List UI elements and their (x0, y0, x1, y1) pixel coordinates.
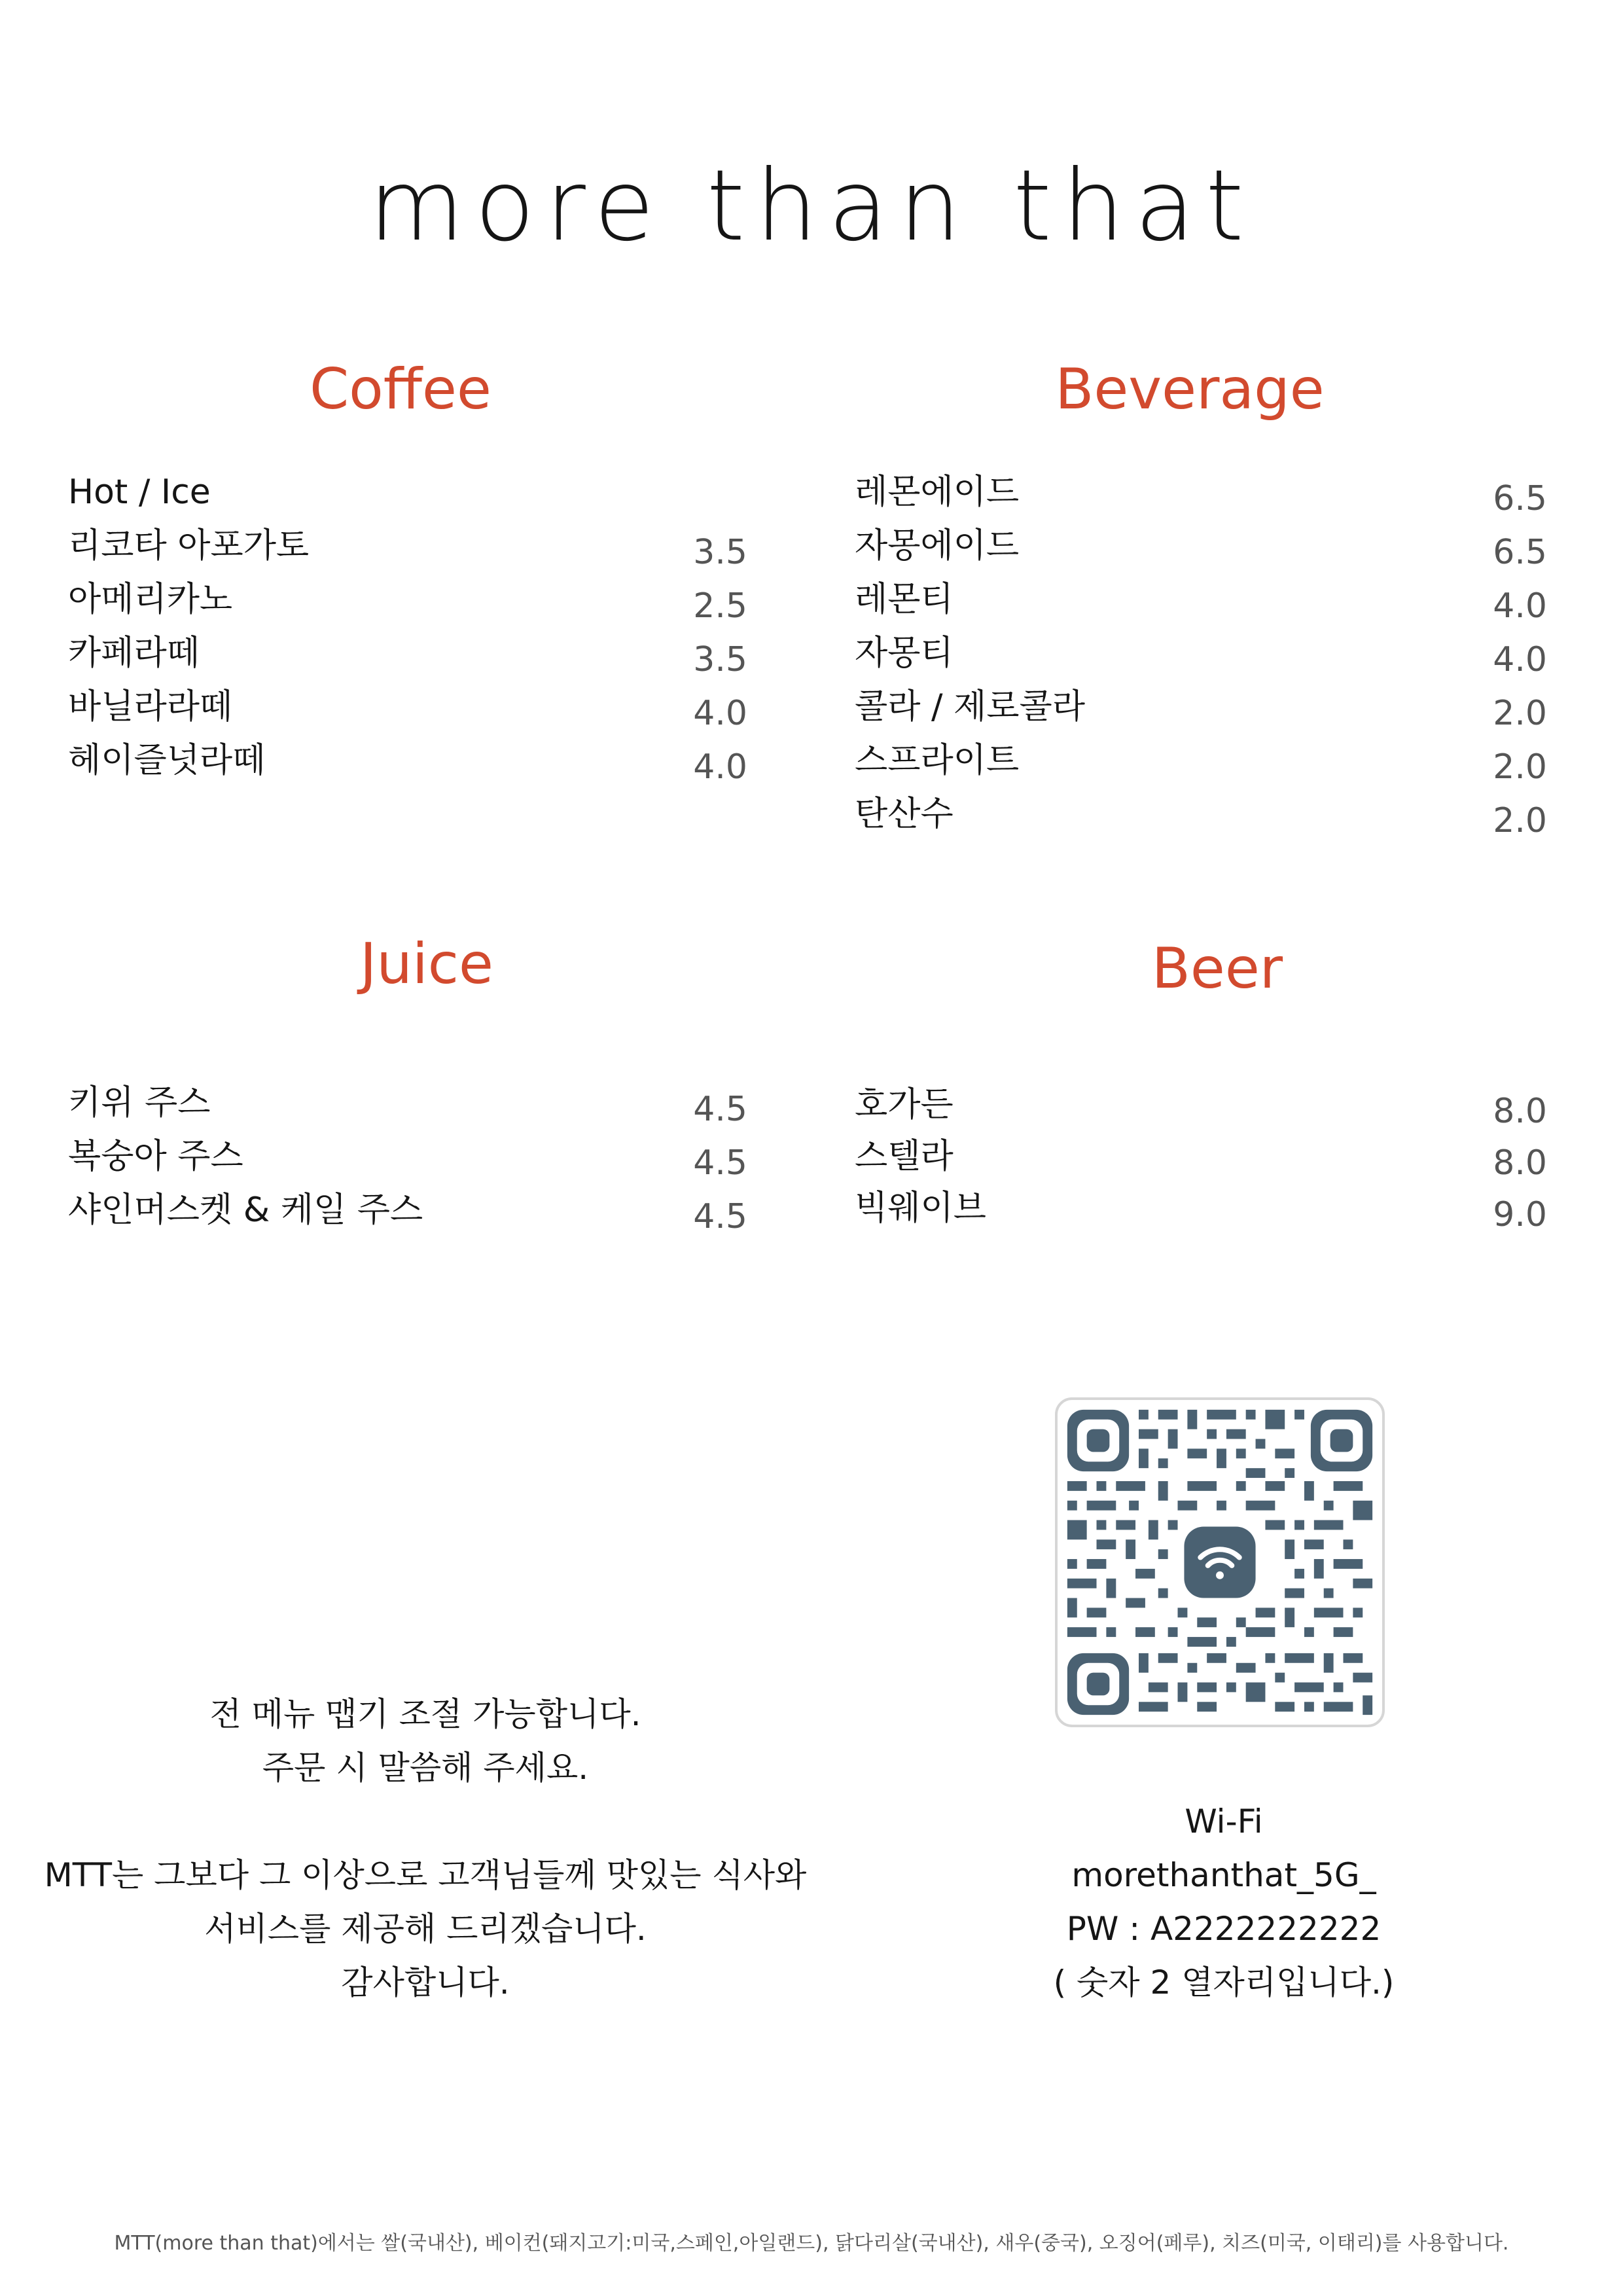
menu-item-name: 자몽에이드 (855, 526, 1020, 565)
menu-item-name: 스텔라 (855, 1137, 954, 1176)
menu-item (855, 573, 1547, 626)
menu-item-name: 빅웨이브 (855, 1189, 986, 1228)
wifi-ssid: morethanthat_5G_ (1071, 1856, 1376, 1894)
menu-item-name: 키위 주스 (68, 1083, 211, 1122)
brand-title: more than that (368, 149, 1255, 263)
notice-line: MTT는 그보다 그 이상으로 고객님들께 맛있는 식사와 (44, 1856, 807, 1894)
menu-item (855, 1182, 1547, 1234)
menu-item-name: 콜라 / 제로콜라 (855, 687, 1085, 726)
menu-item-name: 리코타 아포가토 (68, 526, 310, 565)
wifi-label: Wi-Fi (1185, 1803, 1263, 1840)
notice-line: 서비스를 제공해 드리겠습니다. (204, 1910, 647, 1948)
menu-item-price: 3.5 (693, 640, 747, 679)
menu-item-name: 스프라이트 (855, 741, 1020, 780)
menu-item-price: 4.5 (693, 1090, 747, 1129)
notice-line: 주문 시 말씀해 주세요. (262, 1749, 589, 1787)
menu-item (68, 681, 747, 733)
menu-item-price: 2.0 (1493, 747, 1547, 787)
menu-item (855, 788, 1547, 840)
menu-item-name: 레몬에이드 (855, 473, 1020, 512)
notice-line: 감사합니다. (341, 1964, 510, 2001)
menu-item (855, 734, 1547, 787)
menu-item-name: 호가든 (855, 1085, 954, 1124)
menu-item-name: 레몬티 (855, 580, 954, 619)
notice-line: 전 메뉴 맵기 조절 가능합니다. (209, 1695, 641, 1733)
menu-item (68, 734, 747, 787)
menu-item (68, 1077, 747, 1129)
menu-item (855, 681, 1547, 733)
section-title-coffee: Coffee (310, 357, 491, 422)
menu-item (68, 1184, 747, 1236)
qr-code-graphic (1058, 1400, 1382, 1725)
menu-item-name: Hot / Ice (68, 473, 211, 512)
menu-item (855, 1130, 1547, 1183)
wifi-password: PW : A2222222222 (1066, 1910, 1382, 1948)
menu-item-price: 8.0 (1493, 1143, 1547, 1183)
notice-text (26, 1687, 825, 2009)
menu-item-name: 샤인머스켓 & 케일 주스 (68, 1191, 423, 1230)
menu-item-price: 4.0 (1493, 640, 1547, 679)
menu-item-price: 6.5 (1493, 479, 1547, 518)
menu-item-name: 자몽티 (855, 634, 954, 673)
menu-item (855, 1079, 1547, 1131)
menu-item-name: 복숭아 주스 (68, 1137, 243, 1176)
menu-item-price: 2.5 (693, 586, 747, 626)
notice-line (26, 1795, 825, 1848)
menu-item-name: 아메리카노 (68, 580, 233, 619)
menu-item-name: 탄산수 (855, 795, 954, 834)
section-title-beer: Beer (1151, 936, 1283, 1001)
menu-item (68, 1130, 747, 1183)
menu-item-price: 4.5 (693, 1143, 747, 1183)
menu-item-price: 3.5 (693, 533, 747, 572)
origin-footer: MTT(more than that)에서는 쌀(국내산), 베이컨(돼지고기:미국,스페인,아일랜드), 닭다리살(국내산), 새우(중국), 오징어(페루), 치즈(미국, 이태리)를 사용합니다. (114, 2232, 1509, 2255)
menu-item-name: 바닐라라떼 (68, 687, 233, 726)
menu-item-price: 2.0 (1493, 694, 1547, 733)
menu-item-price: 4.0 (693, 694, 747, 733)
menu-item-price: 4.0 (693, 747, 747, 787)
wifi-password-note: ( 숫자 2 열자리입니다.) (1053, 1964, 1395, 2001)
menu-item (68, 466, 747, 518)
menu-item-name: 카페라떼 (68, 634, 200, 673)
menu-item-price: 4.5 (693, 1197, 747, 1236)
menu-item (68, 627, 747, 679)
wifi-info (995, 1795, 1453, 2009)
menu-item (855, 520, 1547, 572)
wifi-qr-code[interactable] (1055, 1397, 1385, 1727)
menu-item (855, 627, 1547, 679)
menu-item-price: 6.5 (1493, 533, 1547, 572)
menu-item-price: 8.0 (1493, 1092, 1547, 1131)
section-title-juice: Juice (360, 931, 493, 997)
menu-item (68, 573, 747, 626)
menu-item-price: 2.0 (1493, 801, 1547, 840)
menu-item (68, 520, 747, 572)
menu-item-name: 헤이즐넛라떼 (68, 741, 266, 780)
menu-item (855, 466, 1547, 518)
menu-item-price: 9.0 (1493, 1195, 1547, 1234)
menu-item-price: 4.0 (1493, 586, 1547, 626)
section-title-beverage: Beverage (1055, 357, 1325, 422)
